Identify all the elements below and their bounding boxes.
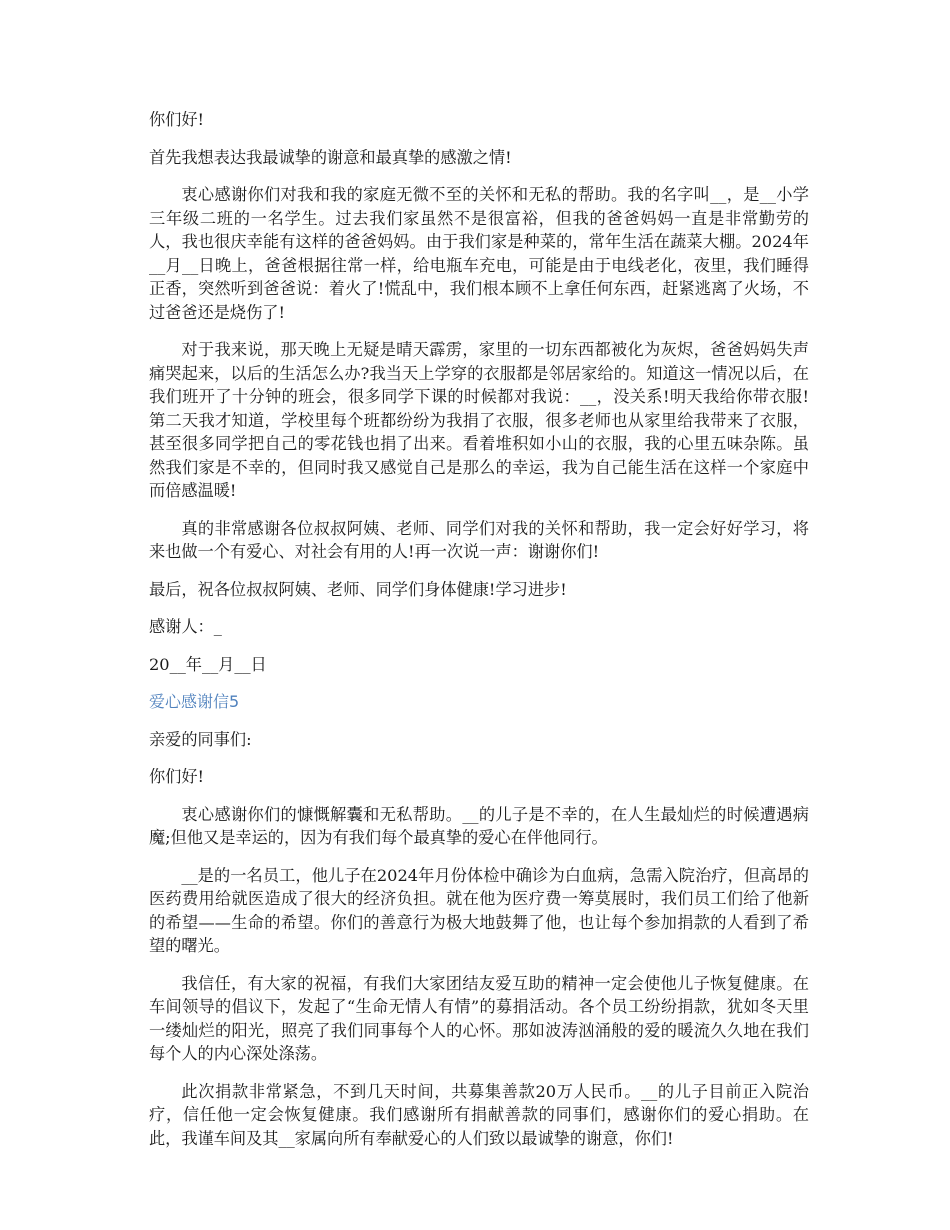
body-paragraph: 对于我来说，那天晚上无疑是晴天霹雳，家里的一切东西都被化为灰烬，爸爸妈妈失声痛哭起来，以后的生活怎么办?我当天上学穿的衣服都是邻居家给的。知道这一情况以后，在我们班开了十分钟的班会，很多同学下课的时候都对我说：__，没关系!明天我给你带衣服!第二天我才知道，学校里每个班都纷纷为我捐了衣服，很多老师也从家里给我带来了衣服，甚至很多同学把自己的零花钱也捐了出来。看着堆积如小山的衣服，我的心里五味杂陈。虽然我们家是不幸的，但同时我又感觉自己是那么的幸运，我为自己能生活在这样一个家庭中而倍感温暖!: [149, 340, 809, 500]
salutation: 亲爱的同事们:: [149, 729, 252, 749]
body-paragraph: 衷心感谢你们的慷慨解囊和无私帮助。__的儿子是不幸的，在人生最灿烂的时候遭遇病魔;但他又是幸运的，因为有我们每个最真挚的爱心在伴他同行。: [149, 804, 809, 847]
body-paragraph: 此次捐款非常紧急，不到几天时间，共募集善款20万人民币。__的儿子目前正入院治疗，信任他一定会恢复健康。我们感谢所有捐献善款的同事们，感谢你们的爱心捐助。在此，我谨车间及其__家属向所有奉献爱心的人们致以最诚挚的谢意，你们!: [149, 1081, 809, 1148]
signer-line: 感谢人：_: [149, 617, 222, 636]
body-paragraph: 我信任，有大家的祝福，有我们大家团结友爱互助的精神一定会使他儿子恢复健康。在车间领导的倡议下，发起了“生命无情人有情”的募捐活动。各个员工纷纷捐款，犹如冬天里一缕灿烂的阳光，照亮了我们同事每个人的心怀。那如波涛汹涌般的爱的暖流久久地在我们每个人的内心深处涤荡。: [149, 973, 809, 1063]
body-paragraph: __是的一名员工，他儿子在2024年月份体检中确诊为白血病，急需入院治疗，但高昂的医药费用给就医造成了很大的经济负担。就在他为医疗费一筹莫展时，我们员工们给了他新的希望——生命的希望。你们的善意行为极大地鼓舞了他，也让每个参加捐款的人看到了希望的曙光。: [149, 865, 809, 955]
greeting: 你们好!: [149, 767, 205, 786]
body-paragraph: 衷心感谢你们对我和我的家庭无微不至的关怀和无私的帮助。我的名字叫__，是__小学三年级二班的一名学生。过去我们家虽然不是很富裕，但我的爸爸妈妈一直是非常勤劳的人，我也很庆幸能有这样的爸爸妈妈。由于我们家是种菜的，常年生活在蔬菜大棚。2024年__月__日晚上，爸爸根据往常一样，给电瓶车充电，可能是由于电线老化，夜里，我们睡得正香，突然听到爸爸说：着火了!慌乱中，我们根本顾不上拿任何东西，赶紧逃离了火场，不过爸爸还是烧伤了!: [149, 185, 809, 322]
greeting: 你们好!: [149, 110, 205, 129]
body-paragraph: 真的非常感谢各位叔叔阿姨、老师、同学们对我的关怀和帮助，我一定会好好学习，将来也做一个有爱心、对社会有用的人!再一次说一声：谢谢你们!: [149, 518, 809, 561]
closing-line: 最后，祝各位叔叔阿姨、老师、同学们身体健康!学习进步!: [149, 579, 567, 599]
document-page: [149, 108, 809, 1164]
date-line: 20__年__月__日: [149, 654, 267, 674]
section-heading: 爱心感谢信5: [149, 692, 240, 711]
intro-paragraph: 首先我想表达我最诚挚的谢意和最真挚的感激之情!: [149, 147, 512, 167]
